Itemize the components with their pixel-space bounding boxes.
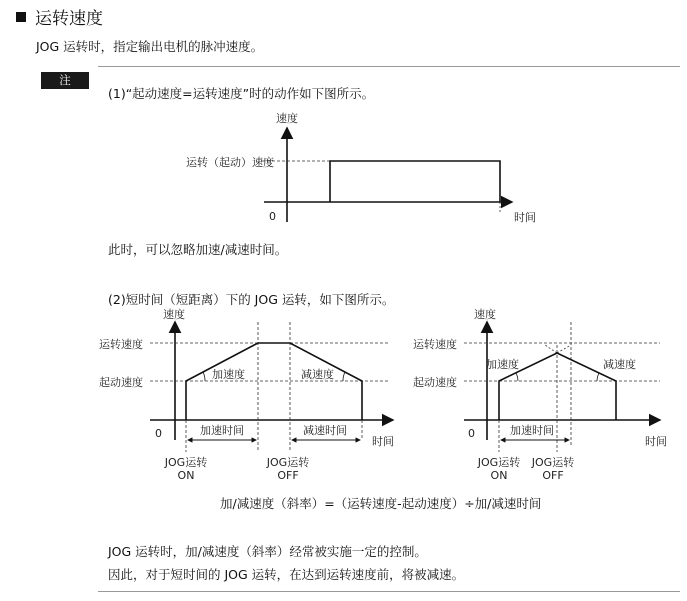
fig3-on-label: ON xyxy=(490,469,508,482)
fig2-off-label: OFF xyxy=(277,469,299,482)
fig3-accel-time-label: 加速时间 xyxy=(510,424,554,437)
note-paragraph-5: 因此，对于短时间的 JOG 运转，在达到运转速度前，将被减速。 xyxy=(108,567,465,582)
fig2-decel-label: 减速度 xyxy=(301,368,334,381)
fig1-y-axis-label: 速度 xyxy=(276,112,298,125)
fig3-decel-label: 减速度 xyxy=(603,358,636,371)
fig3-run-speed-label: 运转速度 xyxy=(413,338,457,351)
fig3-accel-guide-ext xyxy=(557,345,571,353)
fig1-x-axis-label: 时间 xyxy=(514,211,536,224)
fig3-jog-on-label: JOG运转 xyxy=(477,456,521,469)
fig1-level-label: 运转（起动）速度 xyxy=(186,156,274,169)
note-paragraph-1: (1)“起动速度=运转速度”时的动作如下图所示。 xyxy=(108,86,375,101)
fig2-accel-angle-arc xyxy=(203,372,205,381)
note-badge: 注 xyxy=(41,72,89,89)
fig1-origin-label: 0 xyxy=(269,210,276,223)
fig3-start-speed-label: 起动速度 xyxy=(413,376,457,389)
fig2-origin-label: 0 xyxy=(155,427,162,440)
note-paragraph-4: JOG 运转时，加/减速度（斜率）经常被实施一定的控制。 xyxy=(108,544,427,559)
fig2-decel-angle-arc xyxy=(343,372,345,381)
fig2-decel-time-label: 减速时间 xyxy=(303,424,347,437)
fig2-on-label: ON xyxy=(177,469,195,482)
diagram-short-jog-left xyxy=(99,307,394,482)
slope-formula: 加/减速度（斜率）=（运转速度-起动速度）÷加/减速时间 xyxy=(220,496,542,511)
note-paragraph-3: (2)短时间（短距离）下的 JOG 运转，如下图所示。 xyxy=(108,292,395,307)
fig2-jog-on-label: JOG运转 xyxy=(164,456,208,469)
fig2-start-speed-label: 起动速度 xyxy=(99,376,143,389)
bottom-divider xyxy=(98,591,680,592)
fig2-speed-profile xyxy=(186,343,362,420)
note-paragraph-2: 此时，可以忽略加速/减速时间。 xyxy=(108,242,288,257)
fig2-accel-time-label: 加速时间 xyxy=(200,424,244,437)
fig3-accel-angle-arc xyxy=(516,373,518,381)
intro-text: JOG 运转时，指定输出电机的脉冲速度。 xyxy=(36,39,264,54)
fig3-decel-guide-ext xyxy=(545,345,557,353)
fig3-jog-off-label: JOG运转 xyxy=(531,456,575,469)
fig2-accel-label: 加速度 xyxy=(212,368,245,381)
fig3-origin-label: 0 xyxy=(468,427,475,440)
fig3-decel-angle-arc xyxy=(597,373,599,381)
fig1-speed-profile xyxy=(330,161,500,202)
fig2-jog-off-label: JOG运转 xyxy=(266,456,310,469)
diagram-short-jog-right xyxy=(413,307,667,482)
fig2-run-speed-label: 运转速度 xyxy=(99,338,143,351)
fig3-y-axis-label: 速度 xyxy=(474,308,496,321)
fig3-accel-label: 加速度 xyxy=(486,358,519,371)
fig3-off-label: OFF xyxy=(542,469,564,482)
section-title: 运转速度 xyxy=(35,9,103,29)
fig3-x-axis-label: 时间 xyxy=(645,435,667,448)
fig2-y-axis-label: 速度 xyxy=(163,308,185,321)
fig2-x-axis-label: 时间 xyxy=(372,435,394,448)
